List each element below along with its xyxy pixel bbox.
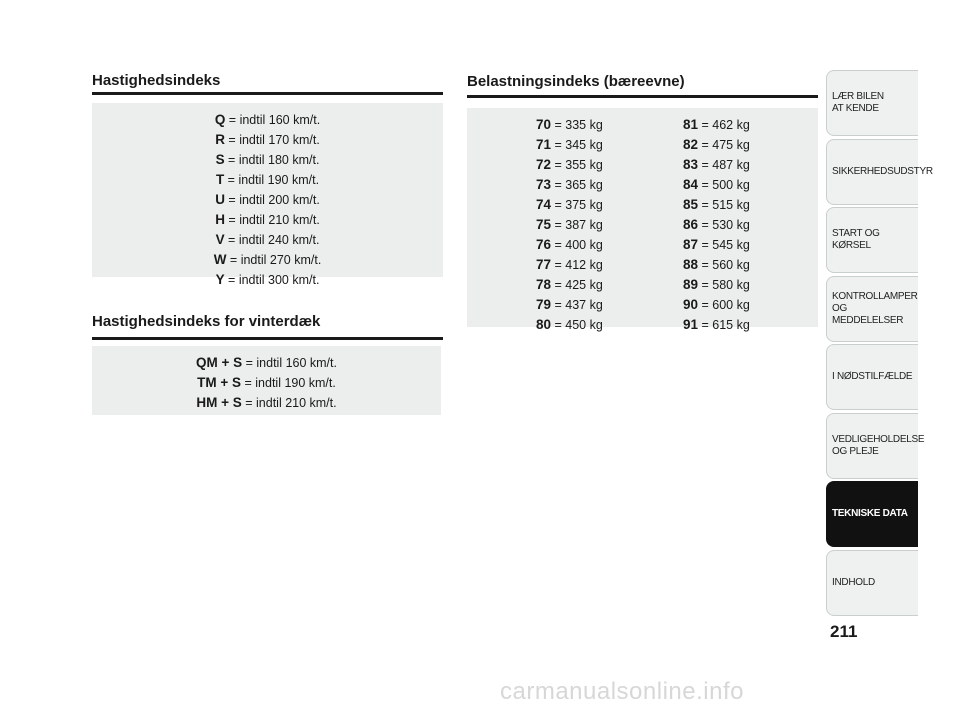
speed-index-row xyxy=(92,110,443,130)
chapter-tab-label: I NØDSTILFÆLDE xyxy=(832,371,913,382)
load-index-row-code: 77 xyxy=(536,257,552,272)
winter-speed-index-row-value: = indtil 190 km/t. xyxy=(241,376,336,390)
speed-index-row-code: W xyxy=(213,252,227,267)
load-index-row-code: 80 xyxy=(536,317,552,332)
chapter-tab-5[interactable] xyxy=(826,344,918,410)
winter-speed-index-row-value: = indtil 210 km/t. xyxy=(241,396,337,410)
load-index-row-code: 87 xyxy=(683,237,699,252)
load-index-row-value: = 400 kg xyxy=(551,238,603,252)
load-index-row-code: 90 xyxy=(683,297,699,312)
load-index-row-value: = 365 kg xyxy=(551,178,603,192)
load-index-row-value: = 335 kg xyxy=(551,118,603,132)
load-index-column-2 xyxy=(683,115,750,335)
load-index-row xyxy=(683,235,750,255)
speed-index-row xyxy=(92,230,443,250)
load-index-row-code: 81 xyxy=(683,117,699,132)
chapter-tab-label: TEKNISKE DATA xyxy=(832,508,908,519)
speed-index-row-value: = indtil 200 km/t. xyxy=(224,193,320,207)
load-index-row-code: 83 xyxy=(683,157,699,172)
load-index-row xyxy=(536,215,603,235)
load-index-row-code: 70 xyxy=(536,117,552,132)
load-index-row-value: = 450 kg xyxy=(551,318,603,332)
load-index-row-value: = 355 kg xyxy=(551,158,603,172)
load-index-row-value: = 500 kg xyxy=(698,178,750,192)
load-index-row-value: = 515 kg xyxy=(698,198,750,212)
load-index-row-code: 84 xyxy=(683,177,699,192)
load-index-row-value: = 425 kg xyxy=(551,278,603,292)
load-index-row xyxy=(683,215,750,235)
load-index-title: Belastningsindeks (bæreevne) xyxy=(467,73,685,90)
load-index-row-value: = 530 kg xyxy=(698,218,750,232)
load-index-row-code: 78 xyxy=(536,277,552,292)
load-index-row-value: = 600 kg xyxy=(698,298,750,312)
load-index-panel xyxy=(467,108,818,332)
page-number: 211 xyxy=(830,622,858,641)
watermark: carmanualsonline.info xyxy=(500,678,744,705)
load-index-row xyxy=(536,255,603,275)
speed-index-row-code: S xyxy=(215,152,225,167)
load-index-row-value: = 487 kg xyxy=(698,158,750,172)
speed-index-row xyxy=(92,150,443,170)
speed-index-rule xyxy=(92,92,443,95)
load-index-row xyxy=(683,195,750,215)
chapter-tab-label: SIKKERHEDSUDSTYR xyxy=(832,165,933,177)
speed-index-row-value: = indtil 170 km/t. xyxy=(224,133,320,147)
speed-index-row-value: = indtil 160 km/t. xyxy=(225,113,321,127)
load-index-row-code: 82 xyxy=(683,137,699,152)
load-index-row xyxy=(683,135,750,155)
winter-speed-index-row xyxy=(92,373,441,393)
load-index-row-value: = 475 kg xyxy=(698,138,750,152)
speed-index-row xyxy=(92,130,443,150)
winter-speed-index-row xyxy=(92,393,441,413)
chapter-tab-3[interactable] xyxy=(826,207,918,273)
chapter-tab-label: KONTROLLAMPER OG MEDDELELSER xyxy=(832,290,918,326)
speed-index-title: Hastighedsindeks xyxy=(92,72,221,89)
winter-speed-index-list xyxy=(92,353,441,413)
speed-index-row-code: Q xyxy=(214,112,226,127)
load-index-row-code: 73 xyxy=(536,177,552,192)
load-index-column-1 xyxy=(536,115,603,335)
load-index-row xyxy=(536,295,603,315)
speed-index-row xyxy=(92,210,443,230)
chapter-tab-2[interactable] xyxy=(826,139,933,205)
load-index-row-value: = 545 kg xyxy=(698,238,750,252)
load-index-row xyxy=(683,115,750,135)
load-index-row xyxy=(536,135,603,155)
load-index-row-value: = 375 kg xyxy=(551,198,603,212)
load-index-row-value: = 437 kg xyxy=(551,298,603,312)
load-index-row xyxy=(536,235,603,255)
load-index-rule xyxy=(467,95,818,98)
speed-index-row-code: Y xyxy=(215,272,225,287)
load-index-row xyxy=(536,115,603,135)
load-index-row-value: = 580 kg xyxy=(698,278,750,292)
winter-speed-index-row-code: HM + S xyxy=(196,395,242,410)
speed-index-row xyxy=(92,170,443,190)
speed-index-row-value: = indtil 270 km/t. xyxy=(226,253,322,267)
winter-speed-index-title: Hastighedsindeks for vinterdæk xyxy=(92,313,321,330)
speed-index-row-code: V xyxy=(215,232,225,247)
load-index-row-code: 88 xyxy=(683,257,699,272)
load-index-row-code: 75 xyxy=(536,217,552,232)
speed-index-row-value: = indtil 240 km/t. xyxy=(224,233,320,247)
speed-index-row-value: = indtil 300 km/t. xyxy=(224,273,320,287)
winter-speed-index-row-code: TM + S xyxy=(197,375,242,390)
load-index-row-value: = 560 kg xyxy=(698,258,750,272)
chapter-tab-1[interactable] xyxy=(826,70,918,136)
winter-speed-index-rule xyxy=(92,337,443,340)
winter-speed-index-row-value: = indtil 160 km/t. xyxy=(242,356,337,370)
load-index-row-code: 72 xyxy=(536,157,552,172)
load-index-row-code: 74 xyxy=(536,197,552,212)
chapter-tab-label: INDHOLD xyxy=(832,576,875,588)
speed-index-row xyxy=(92,190,443,210)
chapter-tab-label: START OG KØRSEL xyxy=(832,228,880,251)
speed-index-list xyxy=(92,110,443,290)
speed-index-row-code: U xyxy=(215,192,225,207)
load-index-row xyxy=(536,155,603,175)
speed-index-row xyxy=(92,250,443,270)
load-index-row-code: 91 xyxy=(683,317,699,332)
load-index-row xyxy=(536,275,603,295)
load-index-row-value: = 345 kg xyxy=(551,138,603,152)
load-index-row-code: 89 xyxy=(683,277,699,292)
speed-index-row-value: = indtil 190 km/t. xyxy=(224,173,320,187)
winter-speed-index-row-code: QM + S xyxy=(196,355,243,370)
winter-speed-index-panel xyxy=(92,346,441,415)
load-index-row xyxy=(683,255,750,275)
load-index-row xyxy=(683,155,750,175)
load-index-row-code: 79 xyxy=(536,297,552,312)
load-index-row xyxy=(683,175,750,195)
speed-index-row xyxy=(92,270,443,290)
load-index-row xyxy=(683,295,750,315)
speed-index-row-value: = indtil 210 km/t. xyxy=(224,213,320,227)
load-index-row xyxy=(683,315,750,335)
load-index-row xyxy=(536,195,603,215)
load-index-row-value: = 462 kg xyxy=(698,118,750,132)
winter-speed-index-row xyxy=(92,353,441,373)
load-index-row xyxy=(683,275,750,295)
speed-index-panel xyxy=(92,103,443,287)
load-index-row-code: 71 xyxy=(536,137,552,152)
load-index-row-code: 86 xyxy=(683,217,699,232)
chapter-tab-7[interactable] xyxy=(826,481,918,547)
speed-index-row-value: = indtil 180 km/t. xyxy=(224,153,320,167)
chapter-tab-label: LÆR BILEN AT KENDE xyxy=(832,91,884,114)
load-index-row-value: = 615 kg xyxy=(698,318,750,332)
chapter-tab-label: VEDLIGEHOLDELSE OG PLEJE xyxy=(832,433,925,457)
load-index-row-value: = 412 kg xyxy=(551,258,603,272)
load-index-row-value: = 387 kg xyxy=(551,218,603,232)
speed-index-row-code: R xyxy=(215,132,225,147)
load-index-row xyxy=(536,175,603,195)
chapter-tab-6[interactable] xyxy=(826,413,925,479)
load-index-row xyxy=(536,315,603,335)
chapter-tab-8[interactable] xyxy=(826,550,918,616)
chapter-tab-4[interactable] xyxy=(826,276,918,342)
load-index-row-code: 76 xyxy=(536,237,552,252)
load-index-row-code: 85 xyxy=(683,197,699,212)
speed-index-row-code: T xyxy=(215,172,225,187)
speed-index-row-code: H xyxy=(215,212,225,227)
